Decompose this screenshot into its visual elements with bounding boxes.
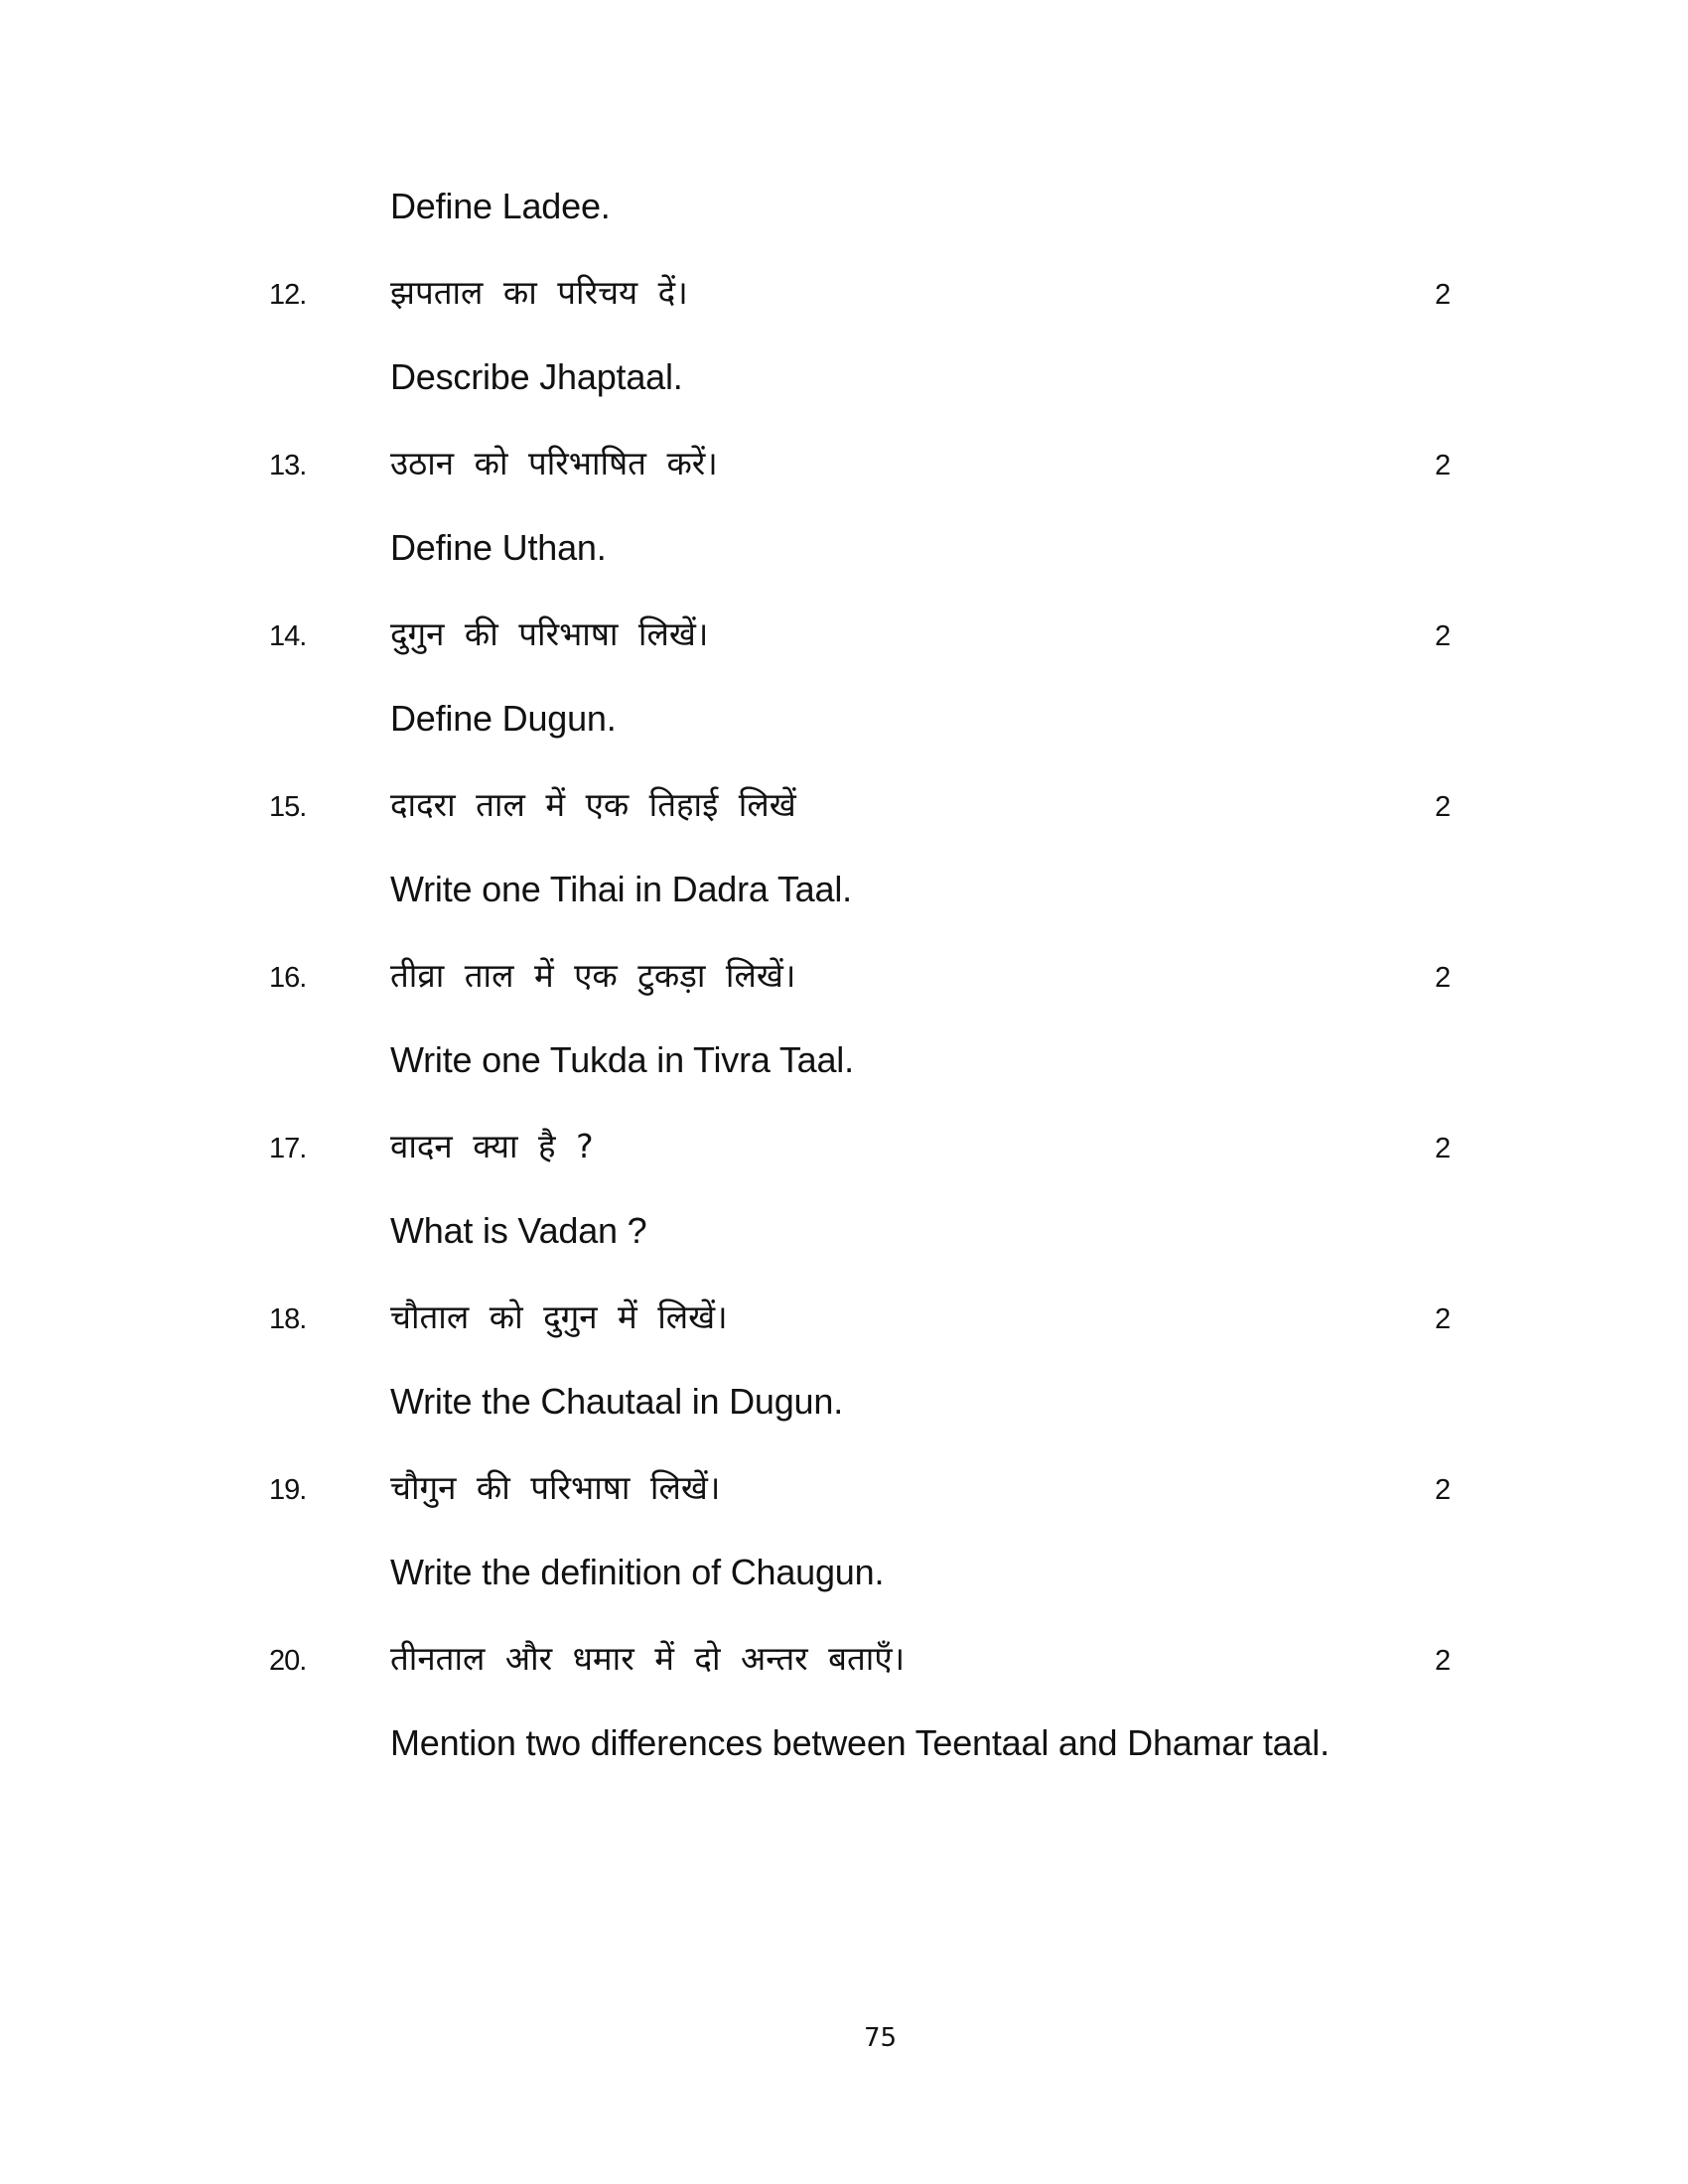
question-hindi: वादन क्या है ? (390, 1127, 594, 1165)
question-hindi: चौगुन की परिभाषा लिखें। (390, 1468, 721, 1507)
question-english: Write the definition of Chaugun. (390, 1552, 885, 1592)
question-hindi: झपताल का परिचय दें। (390, 273, 688, 312)
question-hindi: चौताल को दुगुन में लिखें। (390, 1297, 728, 1336)
question-number: 15. (269, 791, 307, 823)
question-marks: 2 (1435, 450, 1452, 481)
question-marks: 2 (1435, 279, 1452, 311)
question-marks: 2 (1435, 791, 1452, 823)
question-number: 16. (269, 962, 307, 994)
question-hindi: उठान को परिभाषित करें। (390, 444, 718, 482)
question-11-english: Define Ladee. (390, 186, 611, 226)
question-marks: 2 (1435, 962, 1452, 994)
question-hindi: दादरा ताल में एक तिहाई लिखें (390, 785, 796, 824)
question-marks: 2 (1435, 1303, 1452, 1335)
question-number: 18. (269, 1303, 307, 1335)
question-hindi: दुगुन की परिभाषा लिखें। (390, 614, 709, 653)
page-number: 75 (864, 2023, 898, 2053)
question-hindi: तीनताल और धमार में दो अन्तर बताएँ। (390, 1639, 906, 1678)
question-number: 13. (269, 450, 307, 481)
question-number: 19. (269, 1474, 307, 1506)
question-english: Define Dugun. (390, 698, 617, 739)
question-number: 17. (269, 1133, 307, 1164)
question-english: Mention two differences between Teentaal and Dhamar taal. (390, 1722, 1330, 1763)
question-number: 12. (269, 279, 307, 311)
question-marks: 2 (1435, 1645, 1452, 1677)
question-marks: 2 (1435, 1474, 1452, 1506)
question-english: What is Vadan ? (390, 1210, 647, 1251)
question-hindi: तीव्रा ताल में एक टुकड़ा लिखें। (390, 956, 796, 995)
question-english: Write the Chautaal in Dugun. (390, 1381, 844, 1422)
question-number: 14. (269, 620, 307, 652)
question-english: Write one Tihai in Dadra Taal. (390, 869, 852, 909)
question-english: Define Uthan. (390, 527, 607, 568)
question-marks: 2 (1435, 1133, 1452, 1164)
question-english: Write one Tukda in Tivra Taal. (390, 1039, 854, 1080)
question-number: 20. (269, 1645, 307, 1677)
question-english: Describe Jhaptaal. (390, 356, 683, 397)
question-marks: 2 (1435, 620, 1452, 652)
